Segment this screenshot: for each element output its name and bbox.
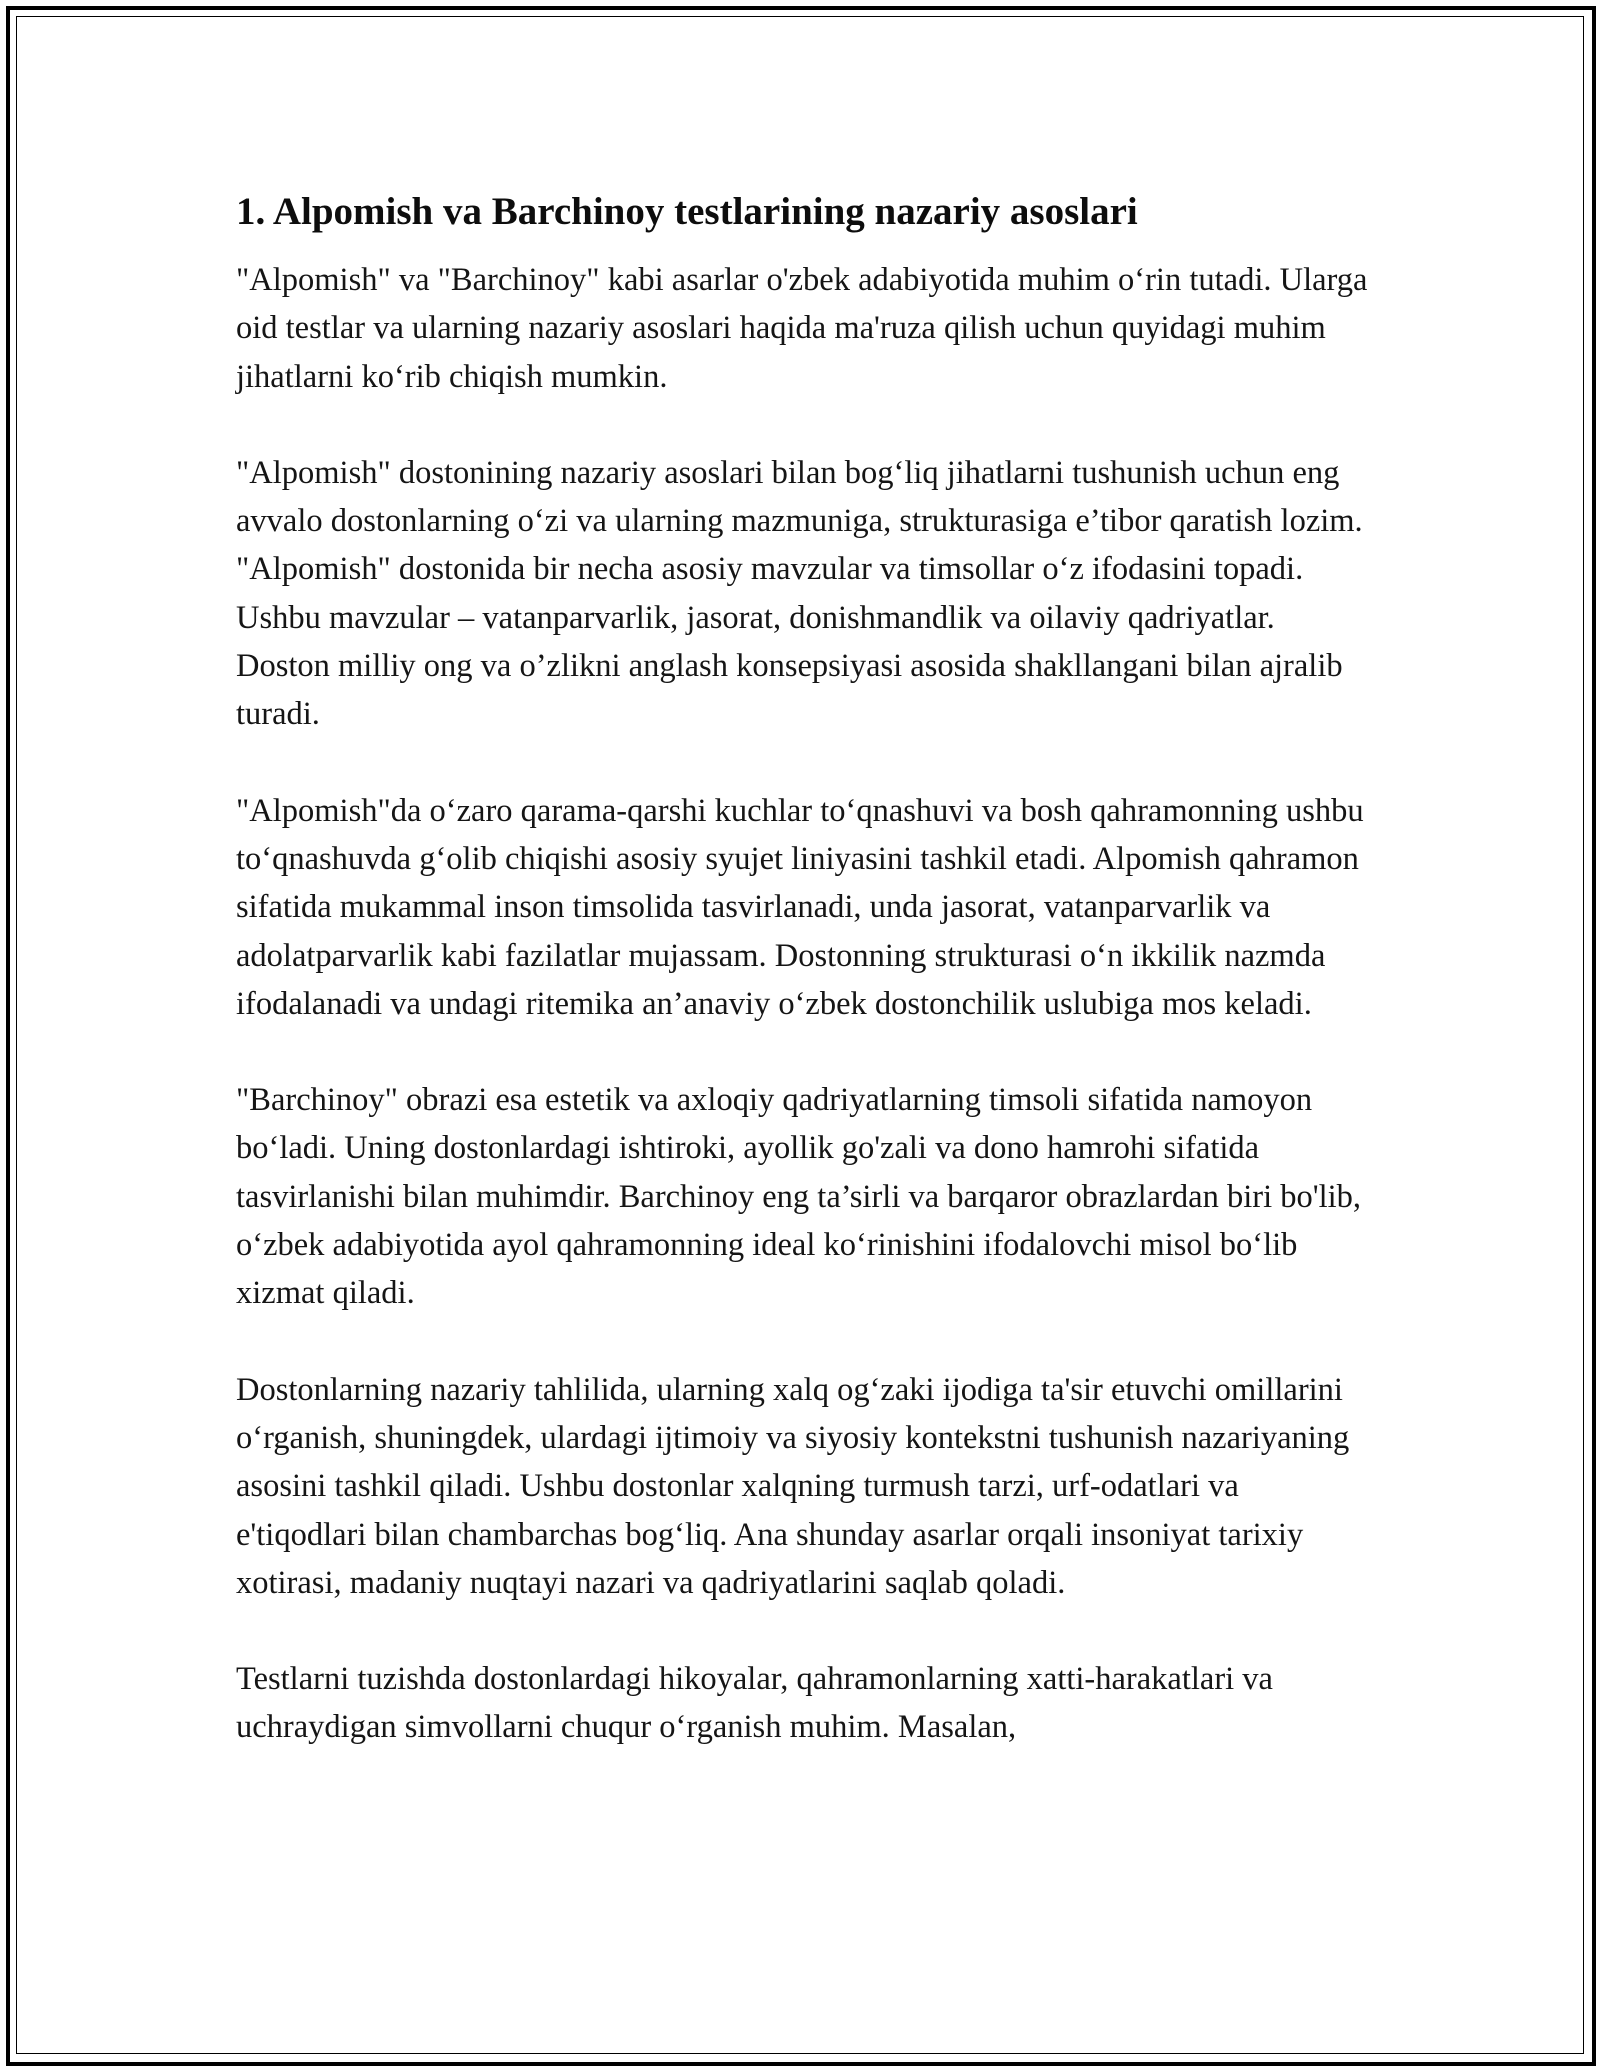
paragraph-alpomish-plot: "Alpomish"da o‘zaro qarama-qarshi kuchlar to‘qnashuvi va bosh qahramonning ushbu to‘qnashuvda g‘olib chiqishi asosiy syujet liniyasini tashkil etadi. Alpomish qahramon sifatida mukammal inson timsolida tasvirlanadi, unda jasorat, vatanparvarlik va adolatparvarlik kabi fazilatlar mujassam. Dostonning strukturasi o‘n ikkilik nazmda ifodalanadi va undagi ritemika an’anaviy o‘zbek dostonchilik uslubiga mos keladi. (236, 792, 1364, 1022)
paragraph-alpomish-themes: "Alpomish" dostonining nazariy asoslari bilan bog‘liq jihatlarni tushunish uchun eng avvalo dostonlarning o‘zi va ularning mazmuniga, strukturasiga e’tibor qaratish lozim. "Alpomish" dostonida bir necha asosiy mavzular va timsollar o‘z ifodasini topadi. Ushbu mavzular – vatanparvarlik, jasorat, donishmandlik va oilaviy qadriyatlar. Doston milliy ong va o’zlikni anglash konsepsiyasi asosida shakllangani bilan ajralib turadi. (236, 454, 1363, 733)
paragraph-barchinoy: "Barchinoy" obrazi esa estetik va axloqiy qadriyatlarning timsoli sifatida namoyon bo‘ladi. Uning dostonlardagi ishtiroki, ayollik go'zali va dono hamrohi sifatida tasvirlanishi bilan muhimdir. Barchinoy eng ta’sirli va barqaror obrazlardan biri bo'lib, o‘zbek adabiyotida ayol qahramonning ideal ko‘rinishini ifodalovchi misol bo‘lib xizmat qiladi. (236, 1082, 1362, 1312)
paragraph-theoretical-analysis: Dostonlarning nazariy tahlilida, ularning xalq og‘zaki ijodiga ta'sir etuvchi omillarini o‘rganish, shuningdek, ulardagi ijtimoiy va siyosiy kontekstni tushunish nazariyaning asosini tashkil qiladi. Ushbu dostonlar xalqning turmush tarzi, urf-odatlari va e'tiqodlari bilan chambarchas bog‘liq. Ana shunday asarlar orqali insoniyat tarixiy xotirasi, madaniy nuqtayi nazari va qadriyatlarini saqlab qoladi. (236, 1371, 1350, 1601)
section-heading: 1. Alpomish va Barchinoy testlarining nazariy asoslari (236, 190, 1138, 233)
paragraph-intro: "Alpomish" va "Barchinoy" kabi asarlar o'zbek adabiyotida muhim o‘rin tutadi. Ularga oid testlar va ularning nazariy asoslari haqida ma'ruza qilish uchun quyidagi muhim jihatlarni ko‘rib chiqish mumkin. (236, 262, 1368, 395)
document-body (236, 186, 1376, 1800)
paragraph-tests: Testlarni tuzishda dostonlardagi hikoyalar, qahramonlarning xatti-harakatlari va uchraydigan simvollarni chuqur o‘rganish muhim. Masalan, (236, 1661, 1273, 1746)
